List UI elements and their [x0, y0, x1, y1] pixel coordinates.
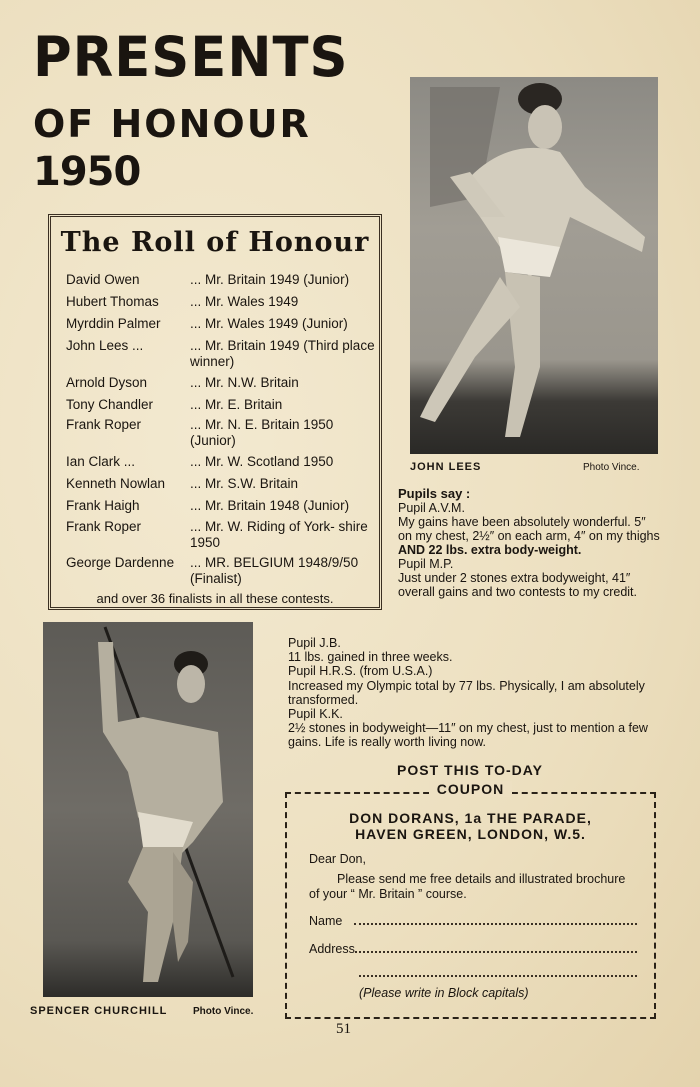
address-line-2: HAVEN GREEN, LONDON, W.5. — [355, 826, 586, 842]
coupon-note: (Please write in Block capitals) — [359, 986, 529, 1000]
roll-title-won: ... Mr. W. Scotland 1950 — [190, 454, 334, 469]
photo1-caption: JOHN LEES — [410, 461, 482, 473]
pupil-name: Pupil A.V.M. — [398, 501, 465, 515]
pupil-name: Pupil H.R.S. (from U.S.A.) — [288, 664, 433, 679]
name-label: Name — [309, 914, 343, 928]
photo1-credit: Photo Vince. — [583, 462, 640, 473]
address-label: Address — [309, 942, 355, 956]
coupon-address — [287, 810, 654, 842]
pupil-quote — [398, 515, 660, 557]
coupon-form[interactable] — [285, 781, 656, 1019]
post-today-heading: POST THIS TO-DAY — [397, 762, 543, 778]
roll-title-won: ... Mr. S.W. Britain — [190, 476, 299, 491]
bodybuilder-figure-icon — [410, 77, 658, 454]
testimonials-heading: Pupils say : — [398, 486, 471, 501]
pupil-name: Pupil J.B. — [288, 636, 341, 650]
testimonials-lower — [288, 636, 660, 750]
pupil-quote: 11 lbs. gained in three weeks. — [288, 650, 453, 665]
roll-name: Frank Haigh — [66, 498, 140, 513]
pupil-quote: 2½ stones in bodyweight—11″ on my chest, just to mention a few gains. Life is really worth living now. — [288, 721, 648, 750]
headline-year: 1950 — [33, 149, 141, 195]
name-field[interactable] — [309, 914, 637, 928]
photo-john-lees — [410, 77, 658, 454]
roll-title: The Roll of Honour — [60, 227, 370, 258]
page-number: 51 — [336, 1021, 351, 1037]
roll-title-won: ... Mr. Wales 1949 — [190, 294, 299, 309]
roll-title-won: ... Mr. N.W. Britain — [190, 375, 299, 390]
roll-name: Myrddin Palmer — [66, 316, 161, 331]
coupon-body: Please send me free details and illustrated brochure of your “ Mr. Britain ” course. — [309, 872, 626, 901]
roll-title-won: ... MR. BELGIUM 1948/9/50 (Finalist) — [190, 555, 359, 586]
address-field-line-2[interactable] — [359, 966, 637, 980]
roll-title-won: ... Mr. Britain 1948 (Junior) — [190, 498, 350, 513]
roll-name: Arnold Dyson — [66, 375, 148, 390]
name-input-line[interactable] — [354, 914, 637, 925]
roll-title-won: ... Mr. Britain 1949 (Junior) — [190, 272, 350, 287]
testimonials-right — [398, 487, 660, 599]
pupil-quote: Just under 2 stones extra bodyweight, 41″ overall gains and two contests to my credit. — [398, 571, 638, 599]
roll-title-won: ... Mr. Britain 1949 (Third place winner) — [190, 338, 375, 369]
coupon-label — [287, 781, 654, 799]
roll-name: Ian Clark ... — [66, 454, 136, 469]
pupil-quote-emphasis: AND 22 lbs. extra body-weight. — [398, 543, 582, 557]
roll-name: John Lees ... — [66, 338, 144, 353]
roll-name: David Owen — [66, 272, 140, 287]
roll-name: George Dardenne — [66, 555, 175, 570]
bodybuilder-with-pole-icon — [43, 622, 253, 997]
roll-name: Hubert Thomas — [66, 294, 159, 309]
roll-name: Frank Roper — [66, 519, 142, 534]
headline-of-honour: OF HONOUR — [33, 102, 311, 146]
headline-presents: PRESENTS — [33, 25, 349, 89]
pupil-quote-text: My gains have been absolutely wonderful. 5″ on my chest, 2½″ on each arm, 4″ on my thighs — [398, 515, 660, 543]
roll-title-won: ... Mr. N. E. Britain 1950 (Junior) — [190, 417, 334, 448]
roll-name: Kenneth Nowlan — [66, 476, 166, 491]
pupil-name: Pupil M.P. — [398, 557, 454, 571]
roll-footer: and over 36 finalists in all these contests. — [96, 591, 334, 606]
roll-name: Tony Chandler — [66, 397, 154, 412]
address-field[interactable] — [309, 942, 637, 956]
roll-title-won: ... Mr. Wales 1949 (Junior) — [190, 316, 348, 331]
photo2-credit: Photo Vince. — [193, 1006, 254, 1017]
coupon-salutation: Dear Don, — [309, 852, 366, 866]
roll-title-won: ... Mr. E. Britain — [190, 397, 283, 412]
roll-title-won: ... Mr. W. Riding of York- shire 1950 — [190, 519, 368, 550]
photo-spencer-churchill — [43, 622, 253, 997]
coupon-label-text: COUPON — [429, 781, 512, 797]
pupil-name: Pupil K.K. — [288, 707, 343, 722]
roll-name: Frank Roper — [66, 417, 142, 432]
pupil-quote: Increased my Olympic total by 77 lbs. Physically, I am absolutely transformed. — [288, 678, 645, 707]
roll-of-honour-box — [48, 214, 382, 610]
photo2-caption: SPENCER CHURCHILL — [30, 1005, 168, 1017]
address-line-1: DON DORANS, 1a THE PARADE, — [349, 810, 592, 826]
address-input-line-2[interactable] — [359, 966, 637, 977]
address-input-line[interactable] — [355, 942, 637, 953]
